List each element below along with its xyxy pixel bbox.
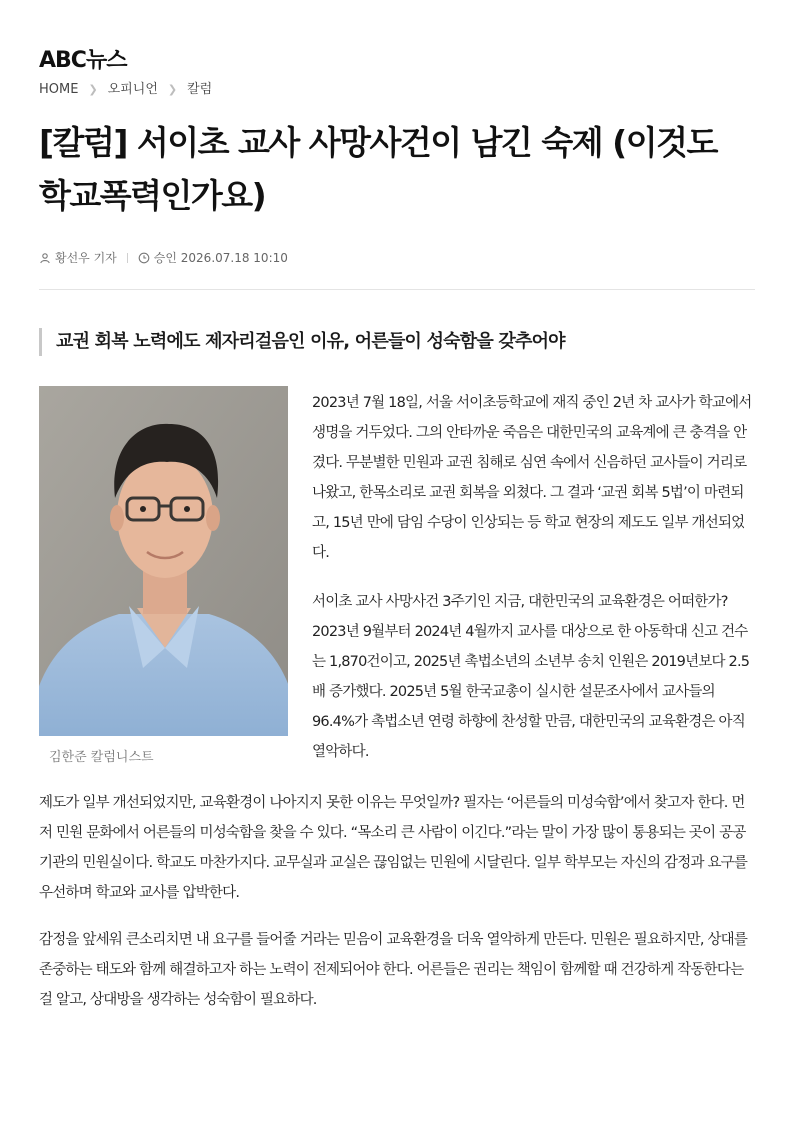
meta-divider <box>127 253 128 263</box>
article-body-side <box>312 388 755 786</box>
columnist-photo <box>39 386 288 736</box>
article-subtitle: 교권 회복 노력에도 제자리걸음인 이유, 어른들이 성숙함을 갖추어야 <box>39 328 755 356</box>
breadcrumb-opinion[interactable]: 오피니언 <box>107 82 158 97</box>
article-body-full <box>39 788 755 1032</box>
article-meta <box>39 249 288 267</box>
person-icon <box>39 252 51 264</box>
photo-caption: 김한준 칼럼니스트 <box>49 750 154 765</box>
clock-icon <box>138 252 150 264</box>
author-name: 황선우 기자 <box>55 251 117 265</box>
breadcrumb-home[interactable]: HOME <box>39 82 79 97</box>
article-title: [칼럼] 서이초 교사 사망사건이 남긴 숙제 (이것도 학교폭력인가요) <box>39 123 717 215</box>
paragraph: 서이초 교사 사망사건 3주기인 지금, 대한민국의 교육환경은 어떠한가? 2023년 9월부터 2024년 4월까지 교사를 대상으로 한 아동학대 신고 건수는 1,870건이고, 2025년 촉법소년의 소년부 송치 인원은 2019년보다 2.5배 증가했다. 2025년 5월 한국교총이 실시한 설문조사에서 교사들의 96.4%가 촉법소년 연령 하향에 찬성할 만큼, 대한민국의 교육환경은 아직 열악하다. <box>312 594 750 760</box>
approved-time: 승인 2026.07.18 10:10 <box>153 251 288 265</box>
breadcrumb-column[interactable]: 칼럼 <box>187 82 213 97</box>
paragraph: 감정을 앞세워 큰소리치면 내 요구를 들어줄 거라는 믿음이 교육환경을 더욱 열악하게 만든다. 민원은 필요하지만, 상대를 존중하는 태도와 함께 해결하고자 하는 노력이 전제되어야 한다. 어른들은 권리는 책임이 함께할 때 건강하게 작동한다는 걸 알고, 상대방을 생각하는 성숙함이 필요하다. <box>39 932 748 1008</box>
chevron-right-icon: ❯ <box>88 83 98 96</box>
header-divider <box>39 289 755 290</box>
breadcrumb <box>39 81 212 99</box>
paragraph: 2023년 7월 18일, 서울 서이초등학교에 재직 중인 2년 차 교사가 학교에서 생명을 거두었다. 그의 안타까운 죽음은 대한민국의 교육계에 큰 충격을 안겼다. 무분별한 민원과 교권 침해로 심연 속에서 신음하던 교사들이 거리로 나왔고, 한목소리로 교권 회복을 외쳤다. 그 결과 ‘교권 회복 5법’이 마련되고, 15년 만에 담임 수당이 인상되는 등 학교 현장의 제도도 일부 개선되었다. <box>312 395 752 561</box>
site-logo[interactable]: ABC뉴스 <box>39 48 127 73</box>
chevron-right-icon: ❯ <box>167 83 178 96</box>
paragraph: 제도가 일부 개선되었지만, 교육환경이 나아지지 못한 이유는 무엇일까? 필자는 ‘어른들의 미성숙함’에서 찾고자 한다. 먼저 민원 문화에서 어른들의 미성숙함을 찾을 수 있다. “목소리 큰 사람이 이긴다.”라는 말이 가장 많이 통용되는 곳이 공공기관의 민원실이다. 학교도 마찬가지다. 교무실과 교실은 끊임없는 민원에 시달린다. 일부 학부모는 자신의 감정과 요구를 우선하며 학교와 교사를 압박한다. <box>39 795 748 901</box>
